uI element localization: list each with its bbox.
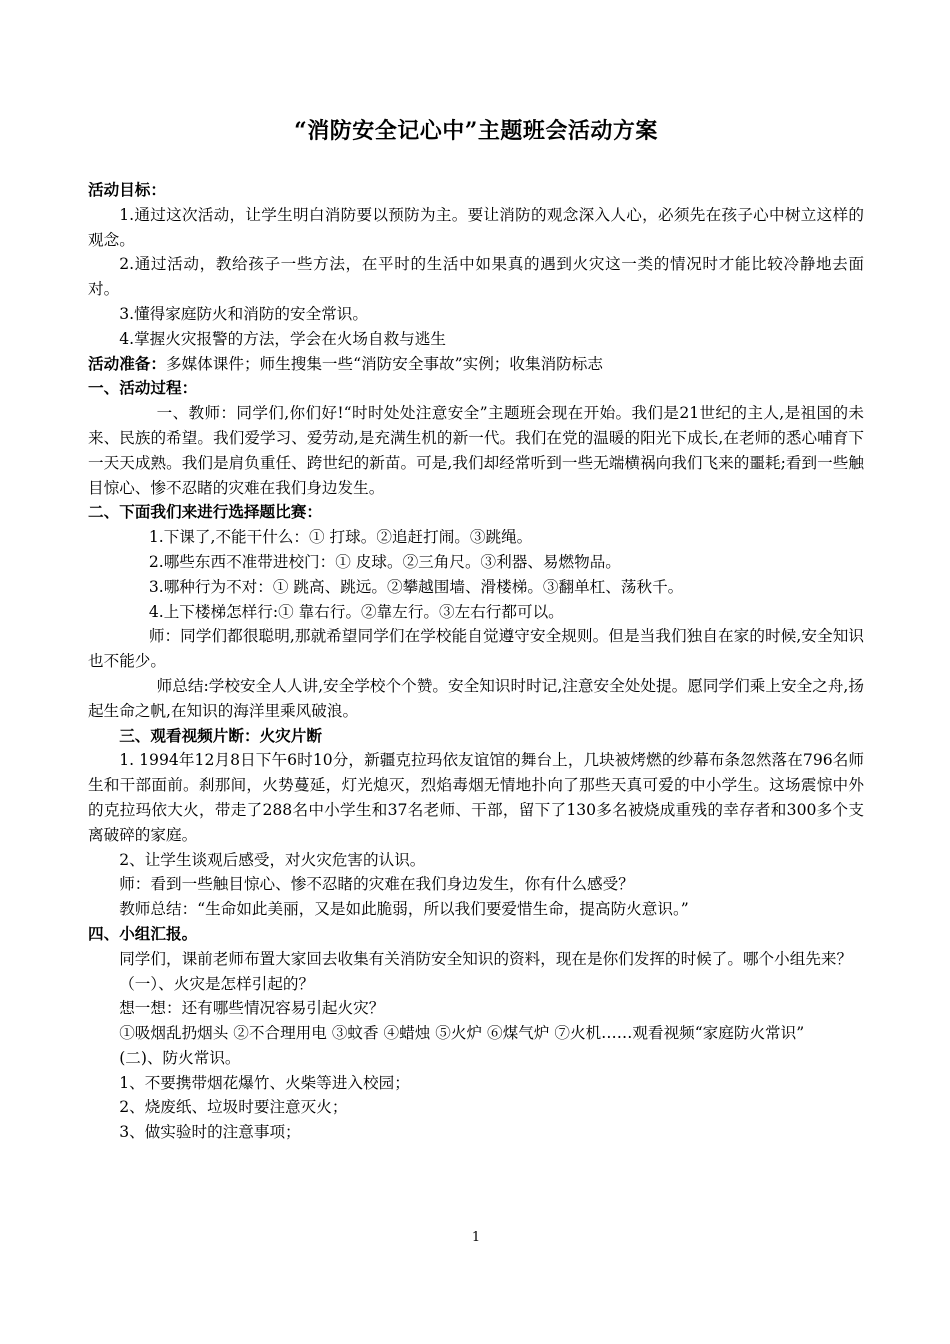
section4-heading: 四、小组汇报。: [88, 923, 198, 943]
document-body: [88, 178, 864, 1145]
section3-paragraph: 师：看到一些触目惊心、惨不忍睹的灾难在我们身边发生，你有什么感受？: [119, 875, 634, 894]
section4-subheading: (二)、防火常识。: [119, 1048, 241, 1067]
goals-heading: 活动目标：: [88, 180, 166, 199]
goal-item: 2.通过活动，教给孩子一些方法，在平时的生活中如果真的遇到火灾这一类的情况时才能比较冷静地去面对。: [88, 255, 864, 299]
section1-heading: 一、活动过程：: [88, 378, 198, 398]
quiz-question: 1.下课了,不能干什么：① 打球。②追赶打闹。③跳绳。: [148, 528, 533, 547]
section3-paragraph: 教师总结：“生命如此美丽，又是如此脆弱，所以我们要爱惜生命，提高防火意识。”: [119, 900, 689, 919]
fire-causes: ①吸烟乱扔烟头 ②不合理用电 ③蚊香 ④蜡烛 ⑤火炉 ⑥煤气炉 ⑦火机……观看视频“家庭防火常识”: [119, 1024, 805, 1043]
teacher-summary: 师总结:学校安全人人讲,安全学校个个赞。安全知识时时记,注意安全处处提。愿同学们乘上安全之舟,扬起生命之帆,在知识的海洋里乘风破浪。: [88, 676, 864, 720]
fire-tip: 1、不要携带烟花爆竹、火柴等进入校园；: [119, 1073, 410, 1092]
document-title: “消防安全记心中”主题班会活动方案: [294, 118, 658, 144]
section3-heading: 三、观看视频片断：火灾片断: [119, 725, 322, 745]
section4-subheading: （一）、火灾是怎样引起的？: [119, 974, 315, 993]
goal-item: 1.通过这次活动，让学生明白消防要以预防为主。要让消防的观念深入人心，必须先在孩子心中树立这样的观念。: [88, 205, 864, 249]
quiz-question: 3.哪种行为不对：① 跳高、跳远。②攀越围墙、滑楼梯。③翻单杠、荡秋千。: [148, 577, 684, 596]
fire-tip: 3、做实验时的注意事项；: [119, 1123, 301, 1142]
quiz-question: 4.上下楼梯怎样行:① 靠右行。②靠左行。③左右行都可以。: [148, 602, 564, 621]
section3-paragraph: 2、让学生谈观后感受，对火灾危害的认识。: [119, 850, 426, 869]
section4-think: 想一想：还有哪些情况容易引起火灾？: [119, 999, 385, 1018]
section2-heading: 二、下面我们来进行选择题比赛：: [88, 502, 322, 522]
page-number: 1: [471, 1230, 481, 1245]
section4-intro: 同学们，课前老师布置大家回去收集有关消防安全知识的资料，现在是你们发挥的时候了。哪个小组先来？: [119, 949, 853, 968]
goal-item: 3.懂得家庭防火和消防的安全常识。: [119, 304, 368, 323]
goal-item: 4.掌握火灾报警的方法，学会在火场自救与逃生: [119, 329, 446, 348]
section3-paragraph: 1. 1994年12月8日下午6时10分，新疆克拉玛依友谊馆的舞台上，几块被烤燃的纱幕布条忽然落在796名师生和干部面前。刹那间，火势蔓延，灯光熄灭，烈焰毒烟无情地扑向了那些天真可爱的中小学生。这场震惊中外的克拉玛依大火，带走了288名中小学生和37名老师、干部，留下了130多名被烧成重残的幸存者和300多个支离破碎的家庭。: [88, 751, 864, 844]
prep-text: 多媒体课件；师生搜集一些“消防安全事故”实例；收集消防标志: [165, 354, 603, 373]
section1-paragraph: 一、教师：同学们,你们好!“时时处处注意安全”主题班会现在开始。我们是21世纪的主人,是祖国的未来、民族的希望。我们爱学习、爱劳动,是充满生机的新一代。我们在党的温暖的阳光下成长,在老师的悉心哺育下一天天成熟。我们是肩负重任、跨世纪的新苗。可是,我们却经常听到一些无端横祸向我们飞来的噩耗;看到一些触目惊心、惨不忍睹的灾难在我们身边发生。: [88, 404, 864, 497]
quiz-question: 2.哪些东西不准带进校门：① 皮球。②三角尺。③利器、易燃物品。: [148, 552, 621, 571]
fire-tip: 2、烧废纸、垃圾时要注意灭火；: [119, 1098, 348, 1117]
prep-label: 活动准备：: [88, 353, 166, 373]
teacher-remark: 师：同学们都很聪明,那就希望同学们在学校能自觉遵守安全规则。但是当我们独自在家的时候,安全知识也不能少。: [88, 627, 864, 671]
prep-line: [88, 352, 864, 377]
